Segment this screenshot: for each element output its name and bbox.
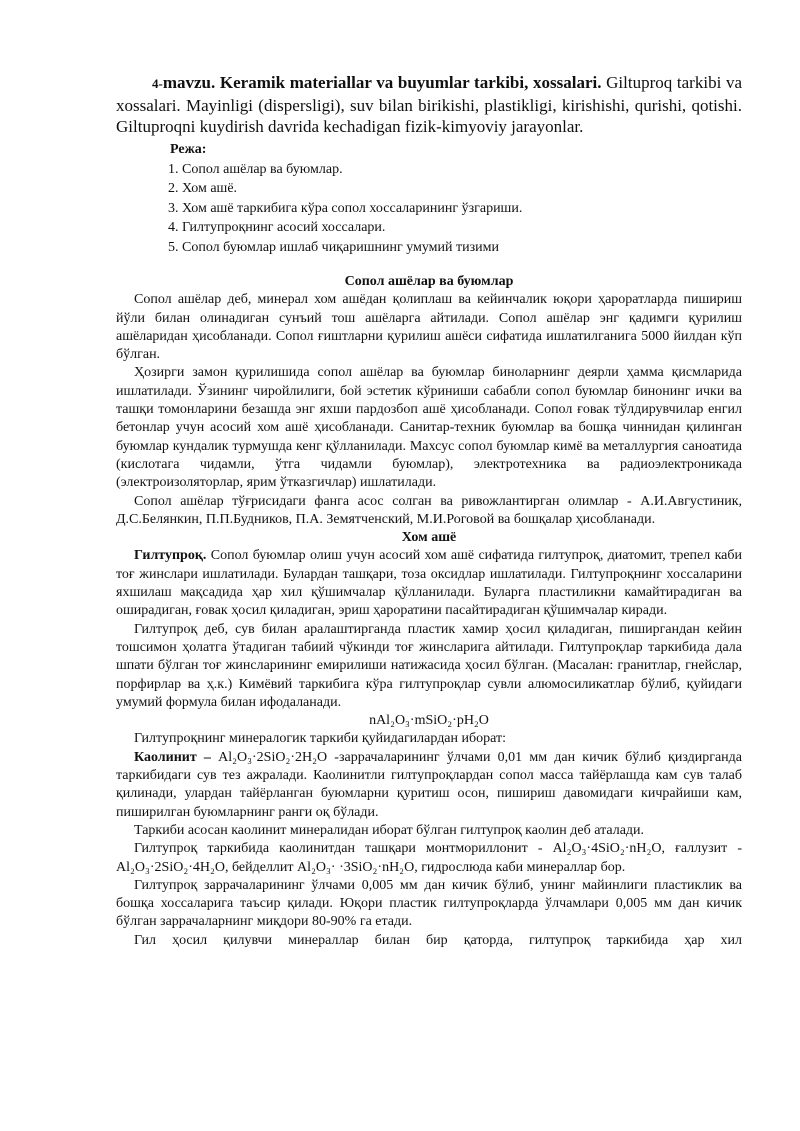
plan-list <box>116 160 742 258</box>
text-fragment: , бейделлит <box>224 859 298 875</box>
formula-text: nAl₂O₃·mSiO₂·pH₂O <box>369 713 489 729</box>
plan-item: 1. Сопол ашёлар ва буюмлар. <box>168 161 343 177</box>
paragraph-kaolinit <box>116 749 742 822</box>
kaolinit-formula: Al₂O₃·2SiO₂·2H₂O <box>218 749 328 765</box>
paragraph: Таркиби асосан каолинит минералидан иборат бўлган гилтупроқ каолин деб аталади. <box>134 822 645 838</box>
beidellite-formula: Al₂O₃· ·3SiO₂·nH₂O <box>297 859 415 875</box>
paragraph <box>116 547 742 620</box>
plan-item: 3. Хом ашё таркибига кўра сопол хоссаларининг ўзгариши. <box>168 200 523 216</box>
paragraph: Гилтупроқнинг минералогик таркиби қуйидагилардан иборат: <box>134 731 506 747</box>
section-heading-ceramics: Сопол ашёлар ва буюмлар <box>344 274 514 289</box>
topic-description: Giltuproq tarkibi va xossalari. Mayinligi (dispersligi), suv bilan birikishi, plastikligi, kirishishi, qurishi, qotishi. Giltuproqni kuydirish davrida kechadigan fizik-kimyoviy jarayonlar. <box>116 73 743 136</box>
term-clay: Гилтупроқ. <box>134 548 207 564</box>
document-page <box>116 72 742 950</box>
paragraph: Гил ҳосил қилувчи минераллар билан бир қаторда, гилтупроқ таркибида ҳар хил <box>134 932 742 948</box>
topic-title <box>116 72 742 138</box>
paragraph-minerals <box>116 840 742 877</box>
text-fragment: , ғаллузит - <box>661 841 742 857</box>
term-kaolinit: Каолинит – <box>134 749 211 765</box>
paragraph-text: Сопол буюмлар олиш учун асосий хом ашё сифатида гилтупроқ, диатомит, трепел каби тоғ жинслари ишлатилади. Булардан ташқари, тоза оксидлар ишлатилади. Гилтупроқнинг хоссаларини яхшилаш мақсадида ҳар хил қўшимчалар қўлланилади. Буларга пластиликни камайтирадиган ва оширадиган, ғовак ҳосил қиладиган, эриш ҳароратини пасайтирадиган қўшимчалар киради. <box>116 548 742 619</box>
paragraph: Ҳозирги замон қурилишида сопол ашёлар ва буюмлар биноларнинг деярли ҳамма қисмларида ишлатилади. Ўзининг чиройлилиги, бой эстетик кўриниши сабабли сопол буюмлар бинонинг ички ва ташқи томонларини безашда энг яхши пардозбоп ашё ҳисобланади. Сопол ғовак тўлдирувчилар енгил бетонлар учун асосий хом ашё ҳисобланади. Санитар-техник буюмлар ва бошқа чиннидан қилинган буюмлар кундалик турмушда кенг қўлланилади. Махсус сопол буюмлар кимё ва металлургия саноатида (кислотага чидамли, ўтга чидамли буюмлар), электротехника ва радиоэлектроникада (электроизоляторлар, ярим ўтказгичлар) ишлатилади. <box>116 365 742 491</box>
plan-item: 2. Хом ашё. <box>168 181 238 196</box>
paragraph-text: -заррачаларининг ўлчами 0,01 мм дан кичик бўлиб қиздирганда таркибидаги сув тез ажралади. Каолинитли гилтупроқлардан сопол масса тайёрлашда кам сув талаб қилинади, улардан тайёрланган буюмларни қуритиш осон, пишириш давомидаги кичрайиши кам, пиширилган буюмларнинг ранги оқ бўлади. <box>116 749 742 820</box>
plan-heading: Режа: <box>170 141 207 157</box>
plan-item: 5. Сопол буюмлар ишлаб чиқаришнинг умумий тизими <box>168 239 500 255</box>
general-formula <box>116 712 742 730</box>
paragraph: Гилтупроқ деб, сув билан аралаштирганда пластик хамир ҳосил қиладиган, пиширгандан кейин тошсимон ҳолатга ўтадиган табиий чўкинди тоғ жинсларига айтилади. Гилтупроқлар таркибида дала шпати бўлган тоғ жинсларининг емирилиши натижасида ҳосил бўлган. (Масалан: гранитлар, гнейслар, порфирлар ва ҳ.к.) Кимёвий таркибига кўра гилтупроқлар сувли алюмосиликатлар бўлиб, қуйидаги умумий формула билан ифодаланади. <box>116 621 742 710</box>
section-heading-raw-material: Хом ашё <box>401 530 457 546</box>
topic-number: 4- <box>152 76 163 91</box>
paragraph: Сопол ашёлар деб, минерал хом ашёдан қолиплаш ва кейинчалик юқори ҳароратларда пишириш йўли билан олинадиган сунъий тош ашёларга айтилади. Сопол ашёлар энг қадимги қурилиш ашёларидан ҳисобланади. Сопол ғиштларни қурилиш ашёси сифатида ишлатилганига 5000 йилдан кўп бўлган. <box>116 292 742 363</box>
topic-heading: mavzu. Keramik materiallar va buyumlar tarkibi, xossalari. <box>162 73 602 92</box>
text-fragment: Гилтупроқ таркибида каолинитдан ташқари монтмориллонит - <box>134 841 553 857</box>
plan-item: 4. Гилтупроқнинг асосий хоссалари. <box>168 220 386 235</box>
paragraph: Сопол ашёлар тўғрисидаги фанга асос солган ва ривожлантирган олимлар - А.И.Августиник, Д.С.Белянкин, П.П.Будников, П.А. Земятченский, М.И.Роговой ва бошқалар ҳисобланади. <box>116 493 742 527</box>
paragraph: Гилтупроқ заррачаларининг ўлчами 0,005 мм дан кичик бўлиб, унинг майинлиги пластиклик ва бошқа хоссаларига таъсир қилади. Юқори пластик гилтупроқларда ўлчамлари 0,005 мм дан кичик бўлган заррачаларнинг миқдори 80-90% га етади. <box>116 877 742 930</box>
montmorillonit-formula: Al₂O₃·4SiO₂·nH₂O <box>552 841 662 857</box>
text-fragment: , гидрослюда каби минераллар бор. <box>414 859 626 875</box>
halloysite-formula: Al₂O₃·2SiO₂·4H₂O <box>116 859 225 875</box>
